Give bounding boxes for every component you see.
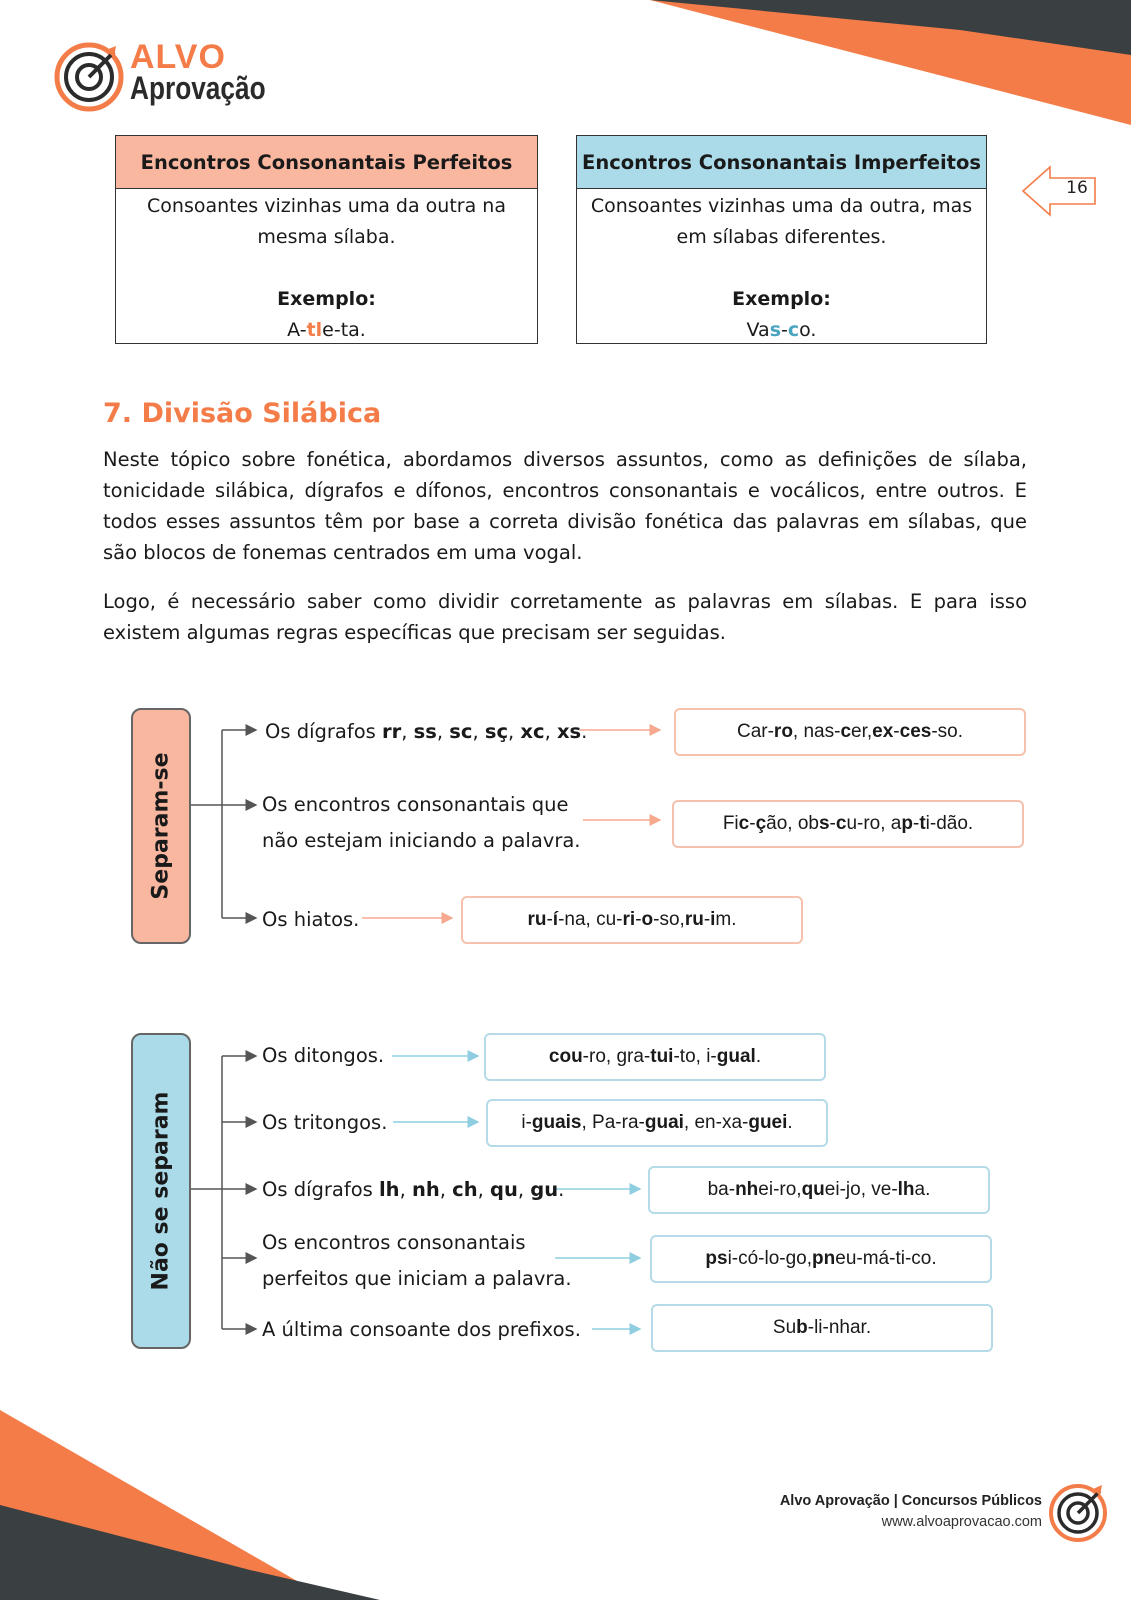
example-prefixos: [651, 1304, 993, 1352]
text-fragment: i-: [521, 1112, 532, 1133]
bold-fragment: guais: [531, 1112, 582, 1133]
logo-wordmark-alvo: ALVO: [130, 38, 226, 76]
text-fragment: .: [558, 1178, 565, 1201]
text-fragment: ão, ob: [766, 813, 819, 834]
rule-encontros-nao-iniciando-line1: [262, 787, 568, 822]
logo-wordmark-aprovacao: Aprovação: [130, 70, 266, 106]
bold-fragment: ss: [413, 720, 437, 743]
bold-fragment: c: [840, 721, 852, 742]
text-fragment: -: [829, 813, 836, 834]
bold-fragment: s: [818, 813, 830, 834]
example-ditongos: [484, 1033, 826, 1081]
bold-fragment: cou: [548, 1046, 583, 1067]
rule-tritongos: [262, 1105, 387, 1140]
text-fragment: -: [703, 909, 711, 930]
text-fragment: perfeitos que iniciam a palavra.: [262, 1267, 572, 1290]
bold-fragment: gu: [530, 1178, 559, 1201]
imperfect-example-value: Vas-co.: [746, 319, 817, 341]
bold-fragment: xc: [520, 720, 545, 743]
text-fragment: -: [546, 909, 553, 930]
bold-fragment: qu: [490, 1178, 518, 1201]
text-fragment: m.: [715, 909, 737, 930]
text-fragment: .: [787, 1112, 793, 1133]
rule-digrafos-nao-separam: [262, 1172, 564, 1207]
text-fragment: Os dígrafos: [265, 720, 382, 743]
text-fragment: -li-nhar.: [807, 1317, 872, 1338]
rule-ditongos: [262, 1038, 384, 1073]
bold-fragment: b: [796, 1317, 808, 1338]
nao-se-separam-label: Não se separam: [148, 1091, 174, 1291]
bold-fragment: gual: [716, 1046, 756, 1067]
text-fragment: er,: [851, 721, 873, 742]
text-fragment: Os encontros consonantais que: [262, 793, 569, 816]
text-fragment: .: [581, 720, 588, 743]
perfect-example-value: A-tle-ta.: [287, 319, 366, 341]
example-encontros-perfeitos: [650, 1235, 992, 1283]
rule-encontros-nao-iniciando-line2: [262, 823, 581, 858]
text-fragment: i-có-lo-go,: [727, 1248, 813, 1269]
paragraph-intro: Neste tópico sobre fonética, abordamos diversos assuntos, como as definições de sílaba, tonicidade silábica, dígrafos e dífonos, encontros consonantais e vocálicos, entre outros. E todos esses assuntos têm por base a correta divisão fonética das palavras em sílabas, que são blocos de fonemas centrados em uma vogal.: [103, 448, 1027, 564]
text-fragment: ,: [517, 1178, 531, 1201]
text-fragment: .: [755, 1046, 762, 1067]
text-fragment: Os encontros consonantais: [262, 1231, 526, 1254]
text-fragment: ei-ro,: [758, 1179, 802, 1200]
bold-fragment: ro: [773, 721, 793, 742]
bold-fragment: rr: [382, 720, 402, 743]
perfect-example-label: Exemplo:: [277, 288, 376, 310]
bold-fragment: c: [738, 813, 750, 834]
text-fragment: não estejam iniciando a palavra.: [262, 829, 581, 852]
rule-prefixos: [262, 1312, 581, 1347]
footer-brand: Alvo Aprovação | Concursos Públicos: [779, 1493, 1042, 1509]
text-fragment: -so,: [653, 909, 685, 930]
text-fragment: ba-: [707, 1179, 736, 1200]
bold-fragment: ru: [684, 909, 704, 930]
text-fragment: Os ditongos.: [262, 1044, 385, 1067]
nao-se-separam-label-box: [131, 1033, 191, 1349]
footer-target-logo-icon: [1048, 1480, 1112, 1544]
bold-fragment: c: [835, 813, 847, 834]
text-fragment: -na, cu-: [558, 909, 623, 930]
bold-fragment: ru: [527, 909, 547, 930]
separam-se-label-box: [131, 708, 191, 944]
bold-fragment: sc: [449, 720, 473, 743]
section-title: 7. Divisão Silábica: [103, 398, 382, 429]
text-fragment: ,: [508, 720, 521, 743]
perfect-clusters-description: Consoantes vizinhas uma da outra na mesma sílaba.: [147, 195, 506, 248]
text-fragment: -: [635, 909, 642, 930]
perfect-clusters-title: Encontros Consonantais Perfeitos: [116, 136, 537, 189]
bold-fragment: guei: [748, 1112, 788, 1133]
bold-fragment: ç: [755, 813, 767, 834]
text-fragment: ei-jo, ve-: [824, 1179, 898, 1200]
page-number: 16: [1066, 178, 1088, 198]
bold-fragment: xs: [556, 720, 582, 743]
rule-encontros-perfeitos-line1: [262, 1225, 526, 1260]
text-fragment: -: [893, 721, 900, 742]
bold-fragment: lh: [897, 1179, 915, 1200]
bold-fragment: p: [901, 813, 913, 834]
text-fragment: , nas-: [792, 721, 841, 742]
example-tritongos: [486, 1099, 828, 1147]
bold-fragment: o: [641, 909, 654, 930]
text-fragment: u-ro, a: [846, 813, 902, 834]
imperfect-clusters-description: Consoantes vizinhas uma da outra, mas em sílabas diferentes.: [590, 195, 973, 248]
bold-fragment: pn: [812, 1248, 836, 1269]
text-fragment: ,: [439, 1178, 453, 1201]
text-fragment: Fi: [722, 813, 739, 834]
text-fragment: Os tritongos.: [262, 1111, 388, 1134]
bold-fragment: ps: [705, 1248, 728, 1269]
paragraph-rules: Logo, é necessário saber como dividir corretamente as palavras em sílabas. E para isso existem algumas regras específicas que precisam ser seguidas.: [103, 590, 1027, 644]
bold-fragment: ch: [452, 1178, 478, 1201]
text-fragment: , Pa-ra-: [581, 1112, 645, 1133]
text-fragment: Os hiatos.: [262, 908, 360, 931]
bold-fragment: qu: [801, 1179, 825, 1200]
bold-fragment: lh: [379, 1178, 400, 1201]
bold-fragment: ex: [872, 721, 894, 742]
text-fragment: ,: [477, 1178, 491, 1201]
text-fragment: A última consoante dos prefixos.: [262, 1318, 581, 1341]
text-fragment: ,: [399, 1178, 412, 1201]
footer-website: www.alvoaprovacao.com: [881, 1514, 1042, 1530]
bold-fragment: sç: [484, 720, 509, 743]
bold-fragment: ces: [899, 721, 932, 742]
example-encontros-separam: [672, 800, 1024, 848]
bold-fragment: i: [710, 909, 716, 930]
text-fragment: Os dígrafos: [262, 1178, 379, 1201]
text-fragment: -: [749, 813, 756, 834]
rule-encontros-perfeitos-line2: [262, 1261, 572, 1296]
text-fragment: ,: [472, 720, 485, 743]
bold-fragment: t: [919, 813, 926, 834]
separam-se-label: Separam-se: [148, 752, 174, 900]
text-fragment: -: [912, 813, 920, 834]
imperfect-example-label: Exemplo:: [732, 288, 831, 310]
rule-digrafos-separam: [265, 714, 587, 749]
bold-fragment: guai: [644, 1112, 684, 1133]
rule-hiatos: [262, 902, 359, 937]
text-fragment: -to, i-: [673, 1046, 717, 1067]
text-fragment: ,: [436, 720, 450, 743]
text-fragment: Su: [772, 1317, 797, 1338]
text-fragment: -ro, gra-: [582, 1046, 651, 1067]
bold-fragment: nh: [735, 1179, 759, 1200]
bold-fragment: tui: [650, 1046, 674, 1067]
text-fragment: -so.: [931, 721, 964, 742]
text-fragment: , en-xa-: [683, 1112, 749, 1133]
text-fragment: eu-má-ti-co.: [835, 1248, 937, 1269]
bold-fragment: ri: [622, 909, 636, 930]
text-fragment: a.: [914, 1179, 931, 1200]
imperfect-clusters-title: Encontros Consonantais Imperfeitos: [577, 136, 986, 189]
text-fragment: i-dão.: [925, 813, 974, 834]
example-hiatos: [461, 896, 803, 944]
example-digrafos-nao-separam: [648, 1166, 990, 1214]
text-fragment: ,: [401, 720, 414, 743]
example-digrafos-separam: [674, 708, 1026, 756]
text-fragment: Car-: [736, 721, 774, 742]
bold-fragment: í: [552, 909, 559, 930]
text-fragment: ,: [544, 720, 557, 743]
bold-fragment: nh: [411, 1178, 440, 1201]
